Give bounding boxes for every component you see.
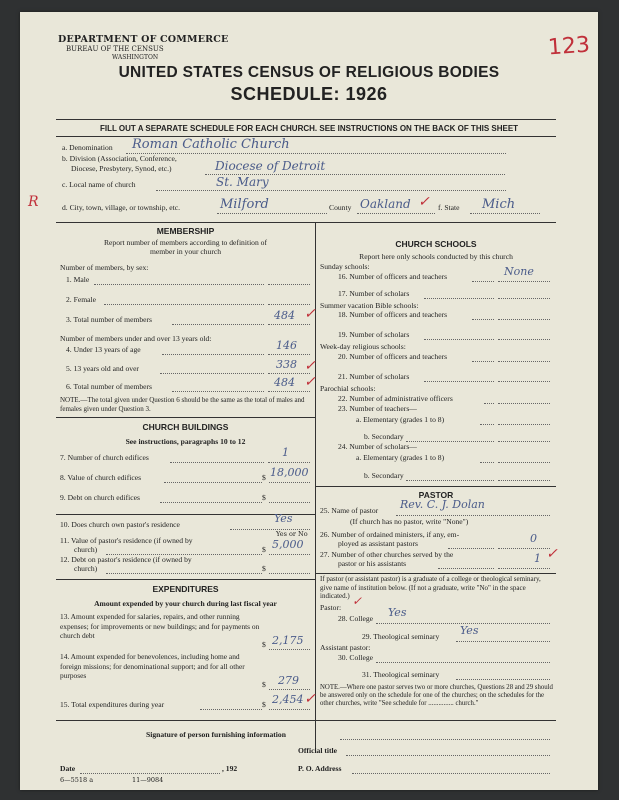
q4-value: 146 (276, 339, 297, 352)
division-label-2: Diocese, Presbytery, Synod, etc.) (71, 164, 172, 173)
q30-label: 30. College (338, 653, 374, 662)
q29-value: Yes (460, 624, 479, 637)
city-name: WASHINGTON (112, 54, 159, 61)
q31-label: 31. Theological seminary (362, 670, 440, 679)
q15-value: 2,454 (272, 693, 304, 706)
graduate-note: If pastor (or assistant pastor) is a graduate of a college or theological seminary, give name of institution below. (If not a graduate, write "No" in the space indicated.) (320, 575, 541, 600)
q8-label: 8. Value of church edifices (60, 473, 142, 482)
q23b-label: b. Secondary (364, 432, 404, 441)
membership-note: NOTE.—The total given under Question 6 should be the same as the total of males and females given under Question 3. (60, 396, 305, 413)
q26-value: 0 (530, 532, 537, 545)
dotted-line (472, 319, 494, 320)
q23-label: 23. Number of teachers— (338, 404, 417, 413)
print-code: 11—9084 (132, 776, 164, 784)
dotted-line (357, 213, 435, 214)
answer-line (498, 339, 550, 340)
check-mark: ✓ (546, 546, 558, 562)
census-schedule-page (20, 12, 598, 790)
dotted-line (448, 548, 494, 549)
q25-value: Rev. C. J. Dolan (400, 498, 485, 511)
state-label: f. State (438, 203, 460, 212)
answer-line (498, 403, 550, 404)
divider (56, 136, 556, 137)
signature-line (340, 739, 550, 740)
form-code: 6—5518 a (60, 776, 94, 784)
buildings-title: CHURCH BUILDINGS (142, 422, 229, 432)
q14-value: 279 (278, 674, 299, 687)
check-mark: ✓ (304, 691, 316, 707)
q24-label: 24. Number of scholars— (338, 442, 417, 451)
pastor-note: NOTE.—Where one pastor serves two or more churches, Questions 28 and 29 should be answered only on the schedule for one of the churches; on the schedules for the other churches, write "See schedule for ............... church." (320, 684, 553, 707)
q24b-label: b. Secondary (364, 471, 404, 480)
dollar-sign: $ (262, 493, 266, 502)
check-mark: ✓ (418, 194, 430, 210)
local-name-label: c. Local name of church (62, 180, 136, 189)
membership-title: MEMBERSHIP (156, 226, 215, 236)
page-number: 123 (547, 32, 591, 61)
q13-value: 2,175 (272, 634, 304, 647)
q27-label-2: pastor or his assistants (338, 559, 407, 568)
check-mark: ✓ (352, 594, 363, 608)
parochial-heading: Parochial schools: (320, 384, 376, 393)
q12-label: 12. Debt on pastor's residence (if owned by (60, 555, 192, 564)
answer-line (498, 319, 550, 320)
answer-line (268, 462, 310, 463)
q23a-label: a. Elementary (grades 1 to 8) (356, 415, 445, 424)
section-divider (56, 579, 315, 580)
membership-intro-2: member in your church (149, 247, 222, 256)
q5-label: 5. 13 years old and over (66, 364, 139, 373)
section-divider (315, 486, 556, 487)
division-value: Diocese of Detroit (215, 159, 326, 173)
answer-line (268, 391, 310, 392)
q10-hint: Yes or No (276, 530, 308, 538)
dotted-line (480, 424, 494, 425)
section-divider (56, 720, 556, 721)
pastor-label: Pastor: (320, 603, 342, 612)
q12-label-2: church) (74, 564, 98, 573)
q20-label: 20. Number of officers and teachers (338, 352, 448, 361)
dotted-line (126, 153, 506, 154)
dotted-line (160, 373, 264, 374)
age-heading: Number of members under and over 13 years old: (60, 334, 212, 343)
q18-label: 18. Number of officers and teachers (338, 310, 448, 319)
denomination-label: a. Denomination (62, 143, 113, 152)
answer-line (498, 424, 550, 425)
expenditures-subtitle: Amount expended by your church during last fiscal year (94, 599, 277, 608)
answer-line (498, 381, 550, 382)
answer-line (396, 515, 550, 516)
q3-value: 484 (274, 309, 295, 322)
date-line (80, 773, 220, 774)
q19-label: 19. Number of scholars (338, 330, 410, 339)
city-value: Milford (220, 197, 269, 212)
dotted-line (160, 502, 262, 503)
buildings-subtitle: See instructions, paragraphs 10 to 12 (125, 437, 246, 446)
q28-value: Yes (388, 606, 407, 619)
q10-label: 10. Does church own pastor's residence (60, 520, 180, 529)
dotted-line (472, 281, 494, 282)
q15-label: 15. Total expenditures during year (60, 700, 165, 709)
q17-label: 17. Number of scholars (338, 289, 410, 298)
dotted-line (438, 568, 494, 569)
q11-label: 11. Value of pastor's residence (if owned by (60, 536, 193, 545)
dotted-line (217, 213, 327, 214)
dotted-line (484, 403, 494, 404)
divider (56, 119, 556, 120)
q27-value: 1 (534, 552, 541, 565)
dotted-line (106, 573, 262, 574)
q21-label: 21. Number of scholars (338, 372, 410, 381)
answer-line (269, 482, 310, 483)
date-label: Date (60, 764, 76, 773)
dotted-line (424, 381, 494, 382)
dollar-sign: $ (262, 473, 266, 482)
county-value: Oakland (360, 197, 411, 211)
schools-title: CHURCH SCHOOLS (395, 239, 477, 249)
q29-label: 29. Theological seminary (362, 632, 440, 641)
answer-line (269, 554, 310, 555)
q7-label: 7. Number of church edifices (60, 453, 149, 462)
dollar-sign: $ (262, 700, 266, 709)
answer-line (498, 568, 550, 569)
address-line (352, 773, 550, 774)
dotted-line (470, 213, 540, 214)
dollar-sign: $ (262, 640, 266, 649)
dotted-line (156, 190, 506, 191)
check-mark: ✓ (304, 358, 316, 374)
q16-label: 16. Number of officers and teachers (338, 272, 448, 281)
answer-line (268, 324, 310, 325)
answer-line (498, 361, 550, 362)
q25-label: 25. Name of pastor (320, 506, 379, 515)
signature-label: Signature of person furnishing information (146, 730, 286, 739)
answer-line (498, 441, 550, 442)
division-label: b. Division (Association, Conference, (62, 154, 177, 163)
section-divider (56, 417, 315, 418)
sunday-heading: Sunday schools: (320, 262, 370, 271)
dotted-line (104, 304, 264, 305)
answer-line (269, 573, 310, 574)
answer-line (268, 304, 310, 305)
expenditures-title: EXPENDITURES (152, 584, 219, 594)
dotted-line (424, 339, 494, 340)
q22-label: 22. Number of administrative officers (338, 394, 453, 403)
check-mark: ✓ (304, 306, 316, 322)
q26-label-2: ployed as assistant pastors (338, 539, 418, 548)
section-divider (56, 222, 556, 223)
q24a-label: a. Elementary (grades 1 to 8) (356, 453, 445, 462)
dotted-line (472, 361, 494, 362)
answer-line (269, 689, 310, 690)
dotted-line (94, 284, 264, 285)
answer-line (456, 679, 550, 680)
dotted-line (424, 298, 494, 299)
by-sex-heading: Number of members, by sex: (60, 263, 149, 272)
dotted-line (172, 391, 264, 392)
q7-value: 1 (282, 446, 289, 459)
dotted-line (170, 462, 264, 463)
dollar-sign: $ (262, 545, 266, 554)
answer-line (498, 548, 550, 549)
city-label: d. City, town, village, or township, etc. (62, 203, 181, 212)
section-divider (315, 573, 556, 574)
state-value: Mich (482, 197, 516, 212)
q3-label: 3. Total number of members (66, 315, 153, 324)
local-name-value: St. Mary (216, 175, 269, 189)
dollar-sign: $ (262, 564, 266, 573)
answer-line (269, 649, 310, 650)
q14-label: 14. Amount expended for benevolences, including home and foreign missions; for denominational support; and for all other purposes (60, 652, 245, 680)
check-mark: ✓ (304, 374, 316, 390)
q13-label: 13. Amount expended for salaries, repairs, and other running expenses; for improvements or new buildings; and for payments on church debt (60, 612, 260, 640)
address-label: P. O. Address (298, 764, 342, 773)
official-title-line (346, 755, 550, 756)
q2-label: 2. Female (66, 295, 96, 304)
answer-line (498, 298, 550, 299)
q11-value: 5,000 (272, 538, 304, 551)
schools-intro: Report here only schools conducted by this church (359, 252, 513, 261)
assistant-label: Assistant pastor: (320, 643, 371, 652)
instruction-line: FILL OUT A SEPARATE SCHEDULE FOR EACH CHURCH. SEE INSTRUCTIONS ON THE BACK OF THIS SHEET (99, 124, 519, 133)
margin-mark: R (28, 194, 39, 210)
q9-label: 9. Debt on church edifices (60, 493, 140, 502)
date-year: , 192 (222, 764, 238, 773)
dotted-line (172, 324, 264, 325)
membership-intro: Report number of members according to definition of (103, 238, 267, 247)
dotted-line (406, 480, 494, 481)
answer-line (268, 354, 310, 355)
q8-value: 18,000 (270, 466, 309, 479)
q11-label-2: church) (74, 545, 98, 554)
answer-line (269, 709, 310, 710)
q1-label: 1. Male (66, 275, 90, 284)
dotted-line (406, 441, 494, 442)
form-subtitle: SCHEDULE: 1926 (230, 84, 388, 104)
answer-line (498, 462, 550, 463)
q4-label: 4. Under 13 years of age (66, 345, 141, 354)
answer-line (268, 284, 310, 285)
bureau-name: BUREAU OF THE CENSUS (66, 45, 164, 53)
q5-value: 338 (276, 358, 297, 371)
denomination-value: Roman Catholic Church (132, 137, 290, 152)
q6-value: 484 (274, 376, 295, 389)
dotted-line (162, 354, 264, 355)
dotted-line (164, 482, 262, 483)
form-title: UNITED STATES CENSUS OF RELIGIOUS BODIES (118, 64, 500, 81)
summer-heading: Summer vacation Bible schools: (320, 301, 419, 310)
official-title-label: Official title (298, 746, 338, 755)
q28-label: 28. College (338, 614, 374, 623)
weekday-heading: Week-day religious schools: (320, 342, 406, 351)
answer-line (269, 502, 310, 503)
q10-value: Yes (274, 512, 293, 525)
q27-label: 27. Number of other churches served by the (320, 550, 454, 559)
answer-line (498, 281, 550, 282)
department-name: DEPARTMENT OF COMMERCE (58, 34, 229, 45)
pastor-title: PASTOR (418, 490, 454, 500)
answer-line (456, 641, 550, 642)
answer-line (376, 662, 550, 663)
q25-hint: (If church has no pastor, write "None") (350, 517, 469, 526)
q16-value: None (504, 265, 534, 278)
column-divider (315, 222, 316, 752)
q26-label: 26. Number of ordained ministers, if any, em- (320, 530, 460, 539)
answer-line (498, 480, 550, 481)
dotted-line (480, 462, 494, 463)
dollar-sign: $ (262, 680, 266, 689)
q6-label: 6. Total number of members (66, 382, 153, 391)
county-label: County (329, 203, 352, 212)
dotted-line (200, 709, 262, 710)
